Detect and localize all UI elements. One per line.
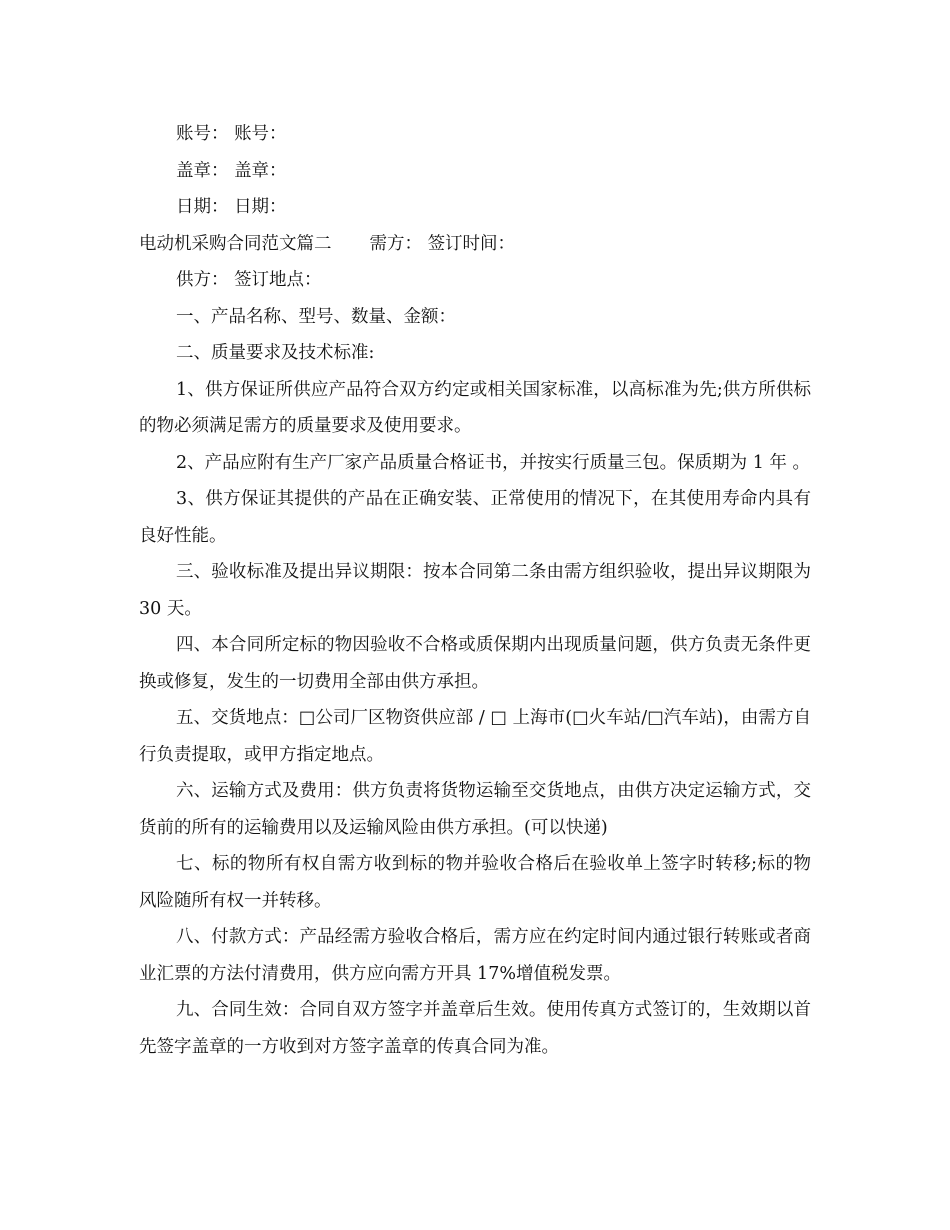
date-line: 日期： 日期： [176, 197, 287, 217]
paragraph-acceptance: 三、验收标准及提出异议期限：按本合同第二条由需方组织验收，提出异议期限为 30 天。 [139, 562, 811, 619]
paragraph-warranty: 四、本合同所定标的物因验收不合格或质保期内出现质量问题，供方负责无条件更换或修复，发生的一切费用全部由供方承担。 [139, 635, 811, 692]
seal-line: 盖章： 盖章： [176, 160, 287, 181]
paragraph-quality-standard: 二、质量要求及技术标准: [176, 343, 375, 363]
buyer-sign-time: 需方： 签订时间： [369, 233, 516, 254]
paragraph-quality-2: 2、产品应附有生产厂家产品质量合格证书，并按实行质量三包。保质期为 1 年 。 [176, 452, 810, 473]
paragraph-quality-3: 3、供方保证其提供的产品在正确安装、正常使用的情况下，在其使用寿命内具有良好性能。 [139, 489, 811, 546]
paragraph-transport: 六、运输方式及费用：供方负责将货物运输至交货地点，由供方决定运输方式，交货前的所有的运输费用以及运输风险由供方承担。(可以快递) [139, 781, 811, 838]
supplier-sign-place: 供方： 签订地点： [176, 270, 322, 290]
paragraph-product-info: 一、产品名称、型号、数量、金额： [176, 306, 456, 327]
paragraph-delivery-place: 五、交货地点：□公司厂区物资供应部 / □ 上海市(□火车站/□汽车站)，由需方自行负责提取，或甲方指定地点。 [139, 708, 811, 765]
paragraph-effective: 九、合同生效：合同自双方签字并盖章后生效。使用传真方式签订的，生效期以首先签字盖章的一方收到对方签字盖章的传真合同为准。 [139, 1000, 811, 1057]
paragraph-payment: 八、付款方式：产品经需方验收合格后，需方应在约定时间内通过银行转账或者商业汇票的方法付清费用，供方应向需方开具 17%增值税发票。 [139, 927, 811, 984]
document-title: 电动机采购合同范文篇二 [139, 233, 332, 254]
account-line: 账号： 账号： [176, 124, 287, 144]
paragraph-quality-1: 1、供方保证所供应产品符合双方约定或相关国家标准，以高标准为先;供方所供标的物必须满足需方的质量要求及使用要求。 [139, 379, 811, 436]
document-title-line [139, 226, 811, 263]
paragraph-ownership: 七、标的物所有权自需方收到标的物并验收合格后在验收单上签字时转移;标的物风险随所有权一并转移。 [139, 854, 811, 911]
document-content [139, 116, 811, 1065]
